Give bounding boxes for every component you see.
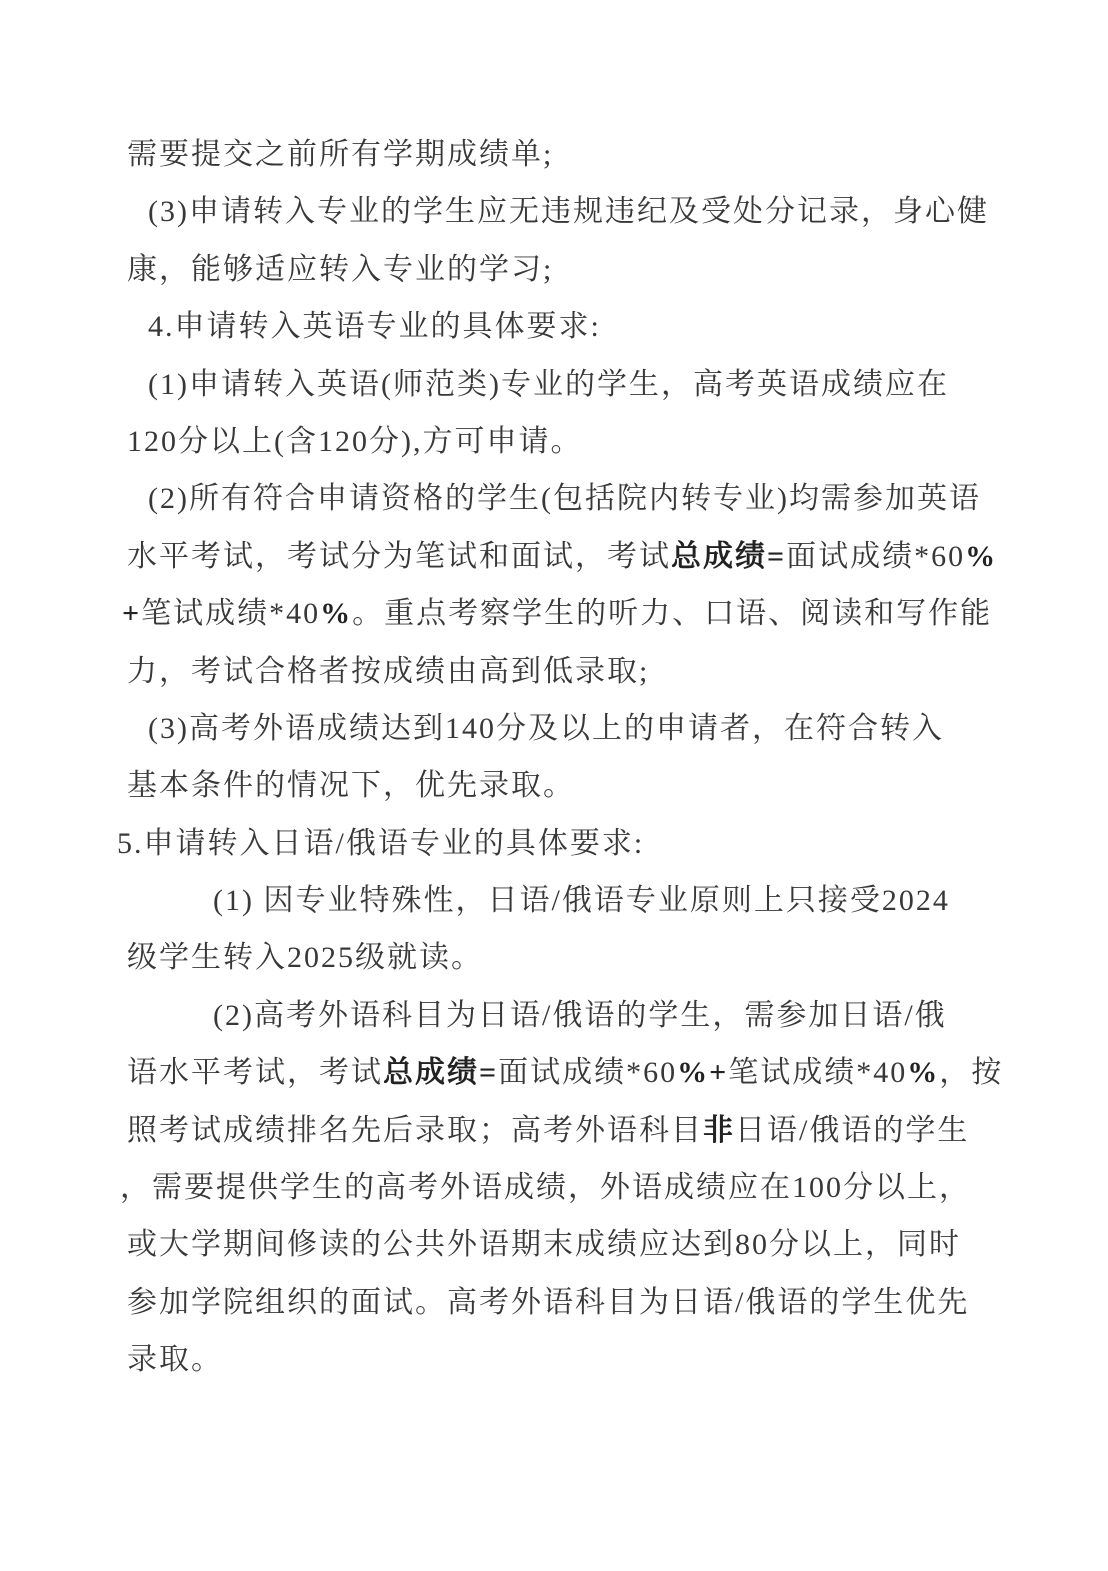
text-segment: 需要提交之前所有学期成绩单; bbox=[127, 138, 554, 171]
text-segment: 录取。 bbox=[127, 1343, 223, 1377]
text-segment: 4.申请转入英语专业的具体要求: bbox=[148, 310, 601, 344]
text-line bbox=[0, 126, 1108, 183]
text-segment: 面试成绩*60 bbox=[786, 539, 966, 573]
bold-text-segment: % bbox=[320, 597, 353, 631]
text-segment: 面试成绩*60 bbox=[498, 1056, 678, 1090]
text-segment: 日语/俄语的学生 bbox=[735, 1113, 970, 1147]
text-segment: (1) 因专业特殊性，日语/俄语专业原则上只接受2024 bbox=[213, 884, 950, 918]
text-segment: 5.申请转入日语/俄语专业的具体要求: bbox=[117, 826, 645, 860]
text-segment: 120分以上(含120分),方可申请。 bbox=[127, 424, 583, 458]
text-line bbox=[0, 700, 1108, 757]
text-segment: 或大学期间修读的公共外语期末成绩应达到80分以上，同时 bbox=[127, 1228, 961, 1262]
text-segment: 照考试成绩排名先后录取；高考外语科目 bbox=[127, 1113, 703, 1147]
text-line bbox=[0, 528, 1108, 585]
text-line bbox=[0, 757, 1108, 814]
text-segment: 笔试成绩*40 bbox=[141, 597, 321, 631]
text-line bbox=[0, 241, 1108, 298]
text-segment: 基本条件的情况下，优先录取。 bbox=[127, 769, 575, 803]
text-line bbox=[0, 987, 1108, 1044]
text-segment: (1)申请转入英语(师范类)专业的学生，高考英语成绩应在 bbox=[148, 367, 949, 401]
text-segment: 笔试成绩*40 bbox=[728, 1056, 908, 1090]
text-line bbox=[0, 929, 1108, 986]
text-line bbox=[0, 183, 1108, 240]
text-line bbox=[0, 1331, 1108, 1388]
text-segment: 康，能够适应转入专业的学习; bbox=[127, 252, 554, 286]
text-segment: 。重点考察学生的听力、口语、阅读和写作能 bbox=[352, 597, 993, 631]
text-segment: 水平考试，考试分为笔试和面试，考试 bbox=[127, 539, 671, 573]
text-line bbox=[0, 298, 1108, 355]
bold-text-segment: 非 bbox=[703, 1113, 735, 1147]
document-body bbox=[0, 126, 1108, 1389]
text-segment: 级学生转入2025级就读。 bbox=[127, 941, 483, 975]
text-segment: 参加学院组织的面试。高考外语科目为日语/俄语的学生优先 bbox=[127, 1285, 970, 1319]
text-line bbox=[0, 1216, 1108, 1273]
bold-text-segment: + bbox=[122, 597, 142, 631]
text-segment: 力，考试合格者按成绩由高到低录取; bbox=[127, 654, 650, 688]
text-line bbox=[0, 1044, 1108, 1101]
text-line bbox=[0, 815, 1108, 872]
text-line bbox=[0, 413, 1108, 470]
text-segment: 语水平考试，考试 bbox=[127, 1056, 383, 1090]
text-segment: (3)申请转入专业的学生应无违规违纪及受处分记录，身心健 bbox=[148, 195, 989, 229]
text-line bbox=[0, 470, 1108, 527]
text-line bbox=[0, 1102, 1108, 1159]
text-segment: ，按 bbox=[939, 1056, 1004, 1090]
bold-text-segment: %+ bbox=[677, 1056, 729, 1090]
text-segment: (2)高考外语科目为日语/俄语的学生，需参加日语/俄 bbox=[213, 998, 947, 1032]
text-line bbox=[0, 356, 1108, 413]
text-line bbox=[0, 872, 1108, 929]
text-segment: ，需要提供学生的高考外语成绩，外语成绩应在100分以上， bbox=[120, 1171, 971, 1205]
bold-text-segment: 总成绩= bbox=[671, 539, 787, 573]
text-segment: (2)所有符合申请资格的学生(包括院内转专业)均需参加英语 bbox=[148, 482, 981, 516]
text-line bbox=[0, 1274, 1108, 1331]
bold-text-segment: % bbox=[965, 539, 998, 573]
text-line bbox=[0, 643, 1108, 700]
bold-text-segment: % bbox=[907, 1056, 940, 1090]
text-line bbox=[0, 1159, 1108, 1216]
text-line bbox=[0, 585, 1108, 642]
text-segment: (3)高考外语成绩达到140分及以上的申请者，在符合转入 bbox=[148, 711, 944, 745]
bold-text-segment: 总成绩= bbox=[383, 1056, 499, 1090]
